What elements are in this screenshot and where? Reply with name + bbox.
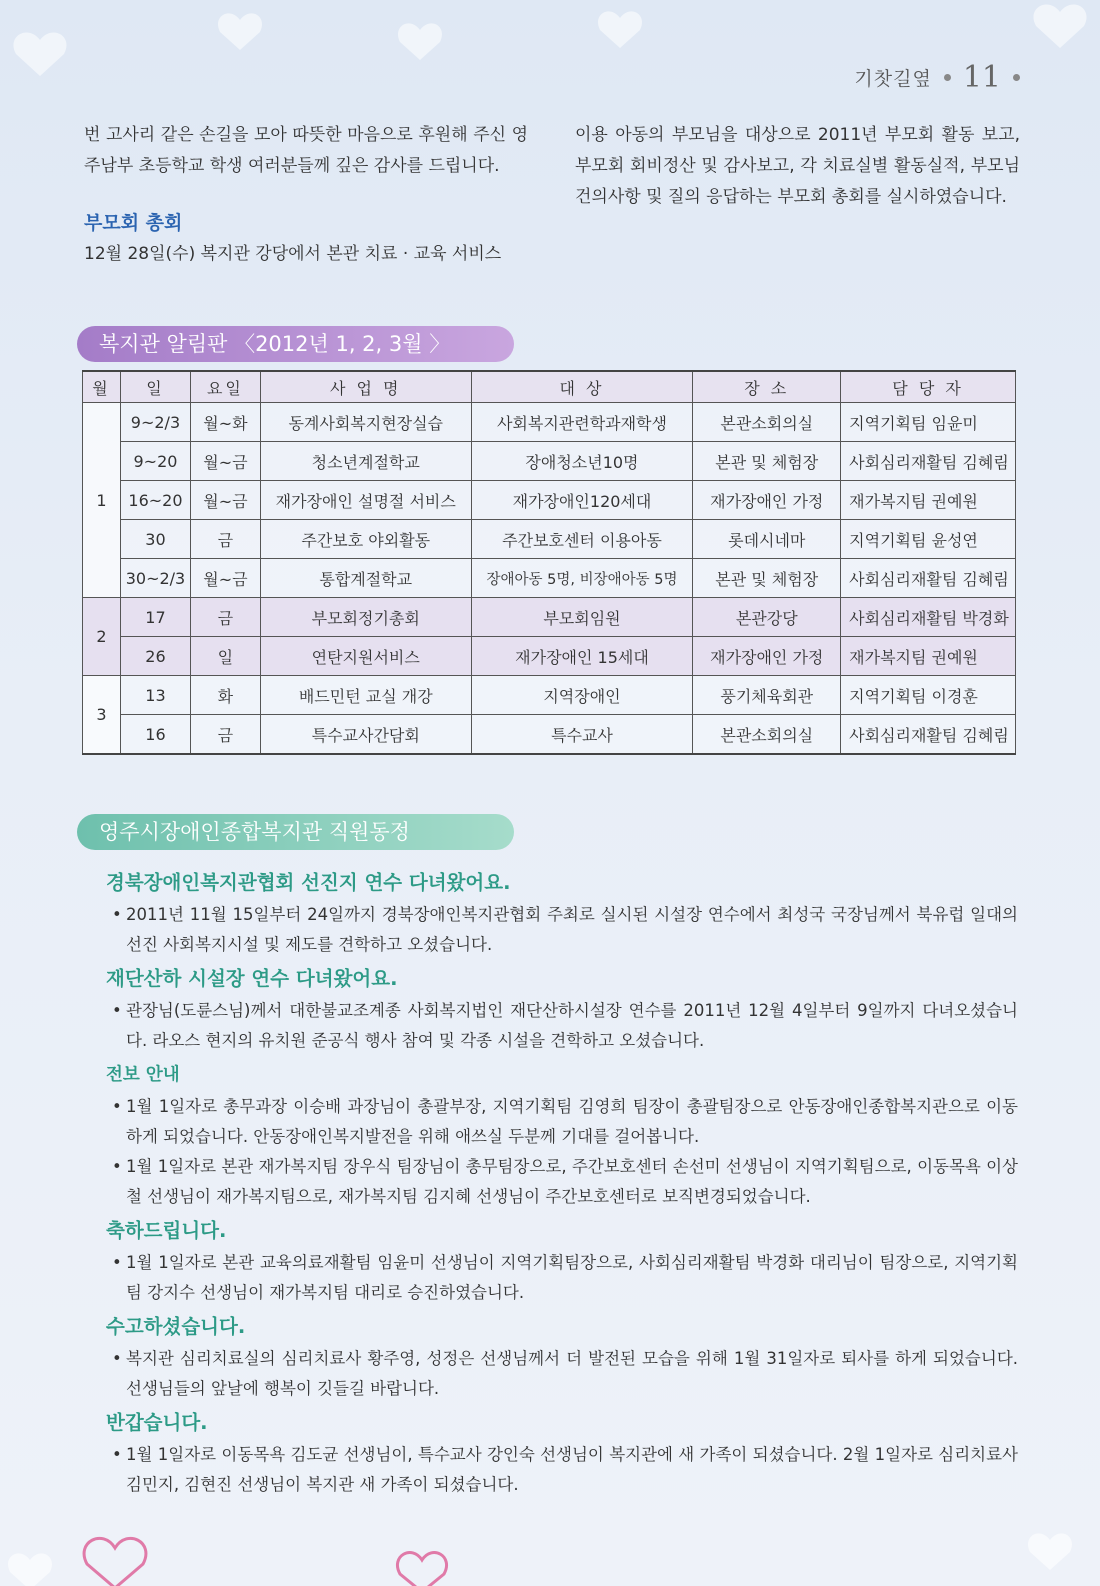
parent-meeting-heading: 부모회 총회 [84, 212, 183, 234]
news-item: • 1월 1일자로 본관 재가복지팀 장우식 팀장님이 총무팀장으로, 주간보호센터 손선미 선생님이 지역기획팀으로, 이동목욕 이상철 선생님이 재가복지팀으로, 재가복지팀 김지혜 선생님이 주간보호센터로 보직변경되었습니다. [106, 1152, 1018, 1212]
target-cell: 사회복지관련학과재학생 [471, 403, 693, 442]
table-header-row [83, 371, 1016, 403]
program-cell: 주간보호 야외활동 [260, 520, 471, 559]
column-header: 장 소 [693, 371, 841, 403]
parent-meeting-paragraph: 12월 28일(수) 복지관 강당에서 본관 치료 · 교육 서비스 [84, 244, 502, 264]
news-item: • 복지관 심리치료실의 심리치료사 황주영, 성정은 선생님께서 더 발전된 모습을 위해 1월 31일자로 퇴사를 하게 되었습니다. 선생님들의 앞날에 행복이 깃들길 바랍니다. [106, 1344, 1018, 1404]
news-heading: 전보 안내 [106, 1065, 180, 1085]
schedule-body [83, 403, 1016, 755]
table-row [83, 481, 1016, 520]
schedule-table [82, 370, 1016, 755]
bullet-dot-icon [944, 74, 951, 81]
bullet-dot-icon [1013, 74, 1020, 81]
day-cell: 26 [120, 637, 190, 676]
day-cell: 30 [120, 520, 190, 559]
month-cell: 1 [83, 403, 121, 598]
notice-board-title: 복지관 알림판 〈2012년 1, 2, 3월 〉 [77, 326, 514, 362]
news-heading: 경북장애인복지관협회 선진지 연수 다녀왔어요. [106, 871, 511, 894]
news-item: • 1월 1일자로 총무과장 이승배 과장님이 총괄부장, 지역기획팀 김영희 팀장이 총괄팀장으로 안동장애인종합복지관으로 이동하게 되었습니다. 안동장애인복지발전을 위해 애쓰실 두분께 기대를 걸어봅니다. [106, 1092, 1018, 1152]
target-cell: 장애청소년10명 [471, 442, 693, 481]
heart-decoration-bottom [0, 1500, 1100, 1586]
day-cell: 17 [120, 598, 190, 637]
target-cell: 재가장애인 15세대 [471, 637, 693, 676]
staff-cell: 지역기획팀 윤성연 [841, 520, 1016, 559]
table-row [83, 676, 1016, 715]
page-number: 11 [962, 60, 1001, 95]
parent-meeting-continued: 이용 아동의 부모님을 대상으로 2011년 부모회 활동 보고, 부모회 회비정산 및 감사보고, 각 치료실별 활동실적, 부모님 건의사항 및 질의 응답하는 부모회 총회를 실시하였습니다. [575, 125, 1020, 207]
staff-news-section [106, 864, 1018, 1500]
weekday-cell: 월~금 [190, 559, 260, 598]
right-column [575, 120, 1020, 213]
column-header: 월 [83, 371, 121, 403]
location-cell: 본관 및 체험장 [693, 442, 841, 481]
intro-paragraph: 번 고사리 같은 손길을 모아 따뜻한 마음으로 후원해 주신 영주남부 초등학교 학생 여러분들께 깊은 감사를 드립니다. [84, 125, 528, 176]
day-cell: 13 [120, 676, 190, 715]
target-cell: 부모회임원 [471, 598, 693, 637]
section-title: 기찻길옆 [854, 68, 932, 90]
location-cell: 재가장애인 가정 [693, 637, 841, 676]
location-cell: 롯데시네마 [693, 520, 841, 559]
table-row [83, 403, 1016, 442]
program-cell: 재가장애인 설명절 서비스 [260, 481, 471, 520]
day-cell: 16 [120, 715, 190, 755]
weekday-cell: 금 [190, 598, 260, 637]
table-row [83, 559, 1016, 598]
staff-cell: 재가복지팀 권예원 [841, 637, 1016, 676]
target-cell: 장애아동 5명, 비장애아동 5명 [471, 559, 693, 598]
staff-cell: 지역기획팀 임윤미 [841, 403, 1016, 442]
news-item: • 1월 1일자로 이동목욕 김도균 선생님이, 특수교사 강인숙 선생님이 복지관에 새 가족이 되셨습니다. 2월 1일자로 심리치료사 김민지, 김현진 선생님이 복지관 새 가족이 되셨습니다. [106, 1440, 1018, 1500]
column-header: 일 [120, 371, 190, 403]
day-cell: 30~2/3 [120, 559, 190, 598]
weekday-cell: 금 [190, 715, 260, 755]
location-cell: 풍기체육회관 [693, 676, 841, 715]
location-cell: 본관강당 [693, 598, 841, 637]
news-heading: 수고하셨습니다. [106, 1315, 246, 1338]
staff-cell: 지역기획팀 이경훈 [841, 676, 1016, 715]
location-cell: 본관소회의실 [693, 715, 841, 755]
news-item: • 1월 1일자로 본관 교육의료재활팀 임윤미 선생님이 지역기획팀장으로, 사회심리재활팀 박경화 대리님이 팀장으로, 지역기획팀 강지수 선생님이 재가복지팀 대리로 승진하였습니다. [106, 1248, 1018, 1308]
target-cell: 지역장애인 [471, 676, 693, 715]
weekday-cell: 월~금 [190, 481, 260, 520]
weekday-cell: 월~금 [190, 442, 260, 481]
program-cell: 부모회정기총회 [260, 598, 471, 637]
page-header [854, 60, 1020, 95]
weekday-cell: 화 [190, 676, 260, 715]
program-cell: 통합계절학교 [260, 559, 471, 598]
staff-cell: 사회심리재활팀 김혜림 [841, 715, 1016, 755]
column-header: 요일 [190, 371, 260, 403]
staff-cell: 사회심리재활팀 김혜림 [841, 559, 1016, 598]
weekday-cell: 일 [190, 637, 260, 676]
target-cell: 재가장애인120세대 [471, 481, 693, 520]
news-heading: 반갑습니다. [106, 1411, 208, 1434]
location-cell: 재가장애인 가정 [693, 481, 841, 520]
table-row [83, 715, 1016, 755]
day-cell: 16~20 [120, 481, 190, 520]
location-cell: 본관소회의실 [693, 403, 841, 442]
weekday-cell: 월~화 [190, 403, 260, 442]
column-header: 사 업 명 [260, 371, 471, 403]
table-row [83, 520, 1016, 559]
program-cell: 동계사회복지현장실습 [260, 403, 471, 442]
month-cell: 2 [83, 598, 121, 676]
target-cell: 주간보호센터 이용아동 [471, 520, 693, 559]
news-item: • 2011년 11월 15일부터 24일까지 경북장애인복지관협회 주최로 실시된 시설장 연수에서 최성국 국장님께서 북유럽 일대의 선진 사회복지시설 및 제도를 견학하고 오셨습니다. [106, 900, 1018, 960]
program-cell: 연탄지원서비스 [260, 637, 471, 676]
weekday-cell: 금 [190, 520, 260, 559]
target-cell: 특수교사 [471, 715, 693, 755]
program-cell: 청소년계절학교 [260, 442, 471, 481]
program-cell: 배드민턴 교실 개강 [260, 676, 471, 715]
news-heading: 축하드립니다. [106, 1219, 227, 1242]
staff-cell: 사회심리재활팀 박경화 [841, 598, 1016, 637]
column-header: 대 상 [471, 371, 693, 403]
day-cell: 9~20 [120, 442, 190, 481]
staff-cell: 사회심리재활팀 김혜림 [841, 442, 1016, 481]
table-row [83, 442, 1016, 481]
location-cell: 본관 및 체험장 [693, 559, 841, 598]
table-row [83, 637, 1016, 676]
left-column [84, 120, 528, 270]
program-cell: 특수교사간담회 [260, 715, 471, 755]
news-item: • 관장님(도륜스님)께서 대한불교조계종 사회복지법인 재단산하시설장 연수를 2011년 12월 4일부터 9일까지 다녀오셨습니다. 라오스 현지의 유치원 준공식 행사 참여 및 각종 시설을 견학하고 오셨습니다. [106, 996, 1018, 1056]
day-cell: 9~2/3 [120, 403, 190, 442]
table-row [83, 598, 1016, 637]
month-cell: 3 [83, 676, 121, 755]
staff-cell: 재가복지팀 권예원 [841, 481, 1016, 520]
staff-news-title: 영주시장애인종합복지관 직원동정 [77, 814, 514, 850]
news-heading: 재단산하 시설장 연수 다녀왔어요. [106, 967, 398, 990]
column-header: 담 당 자 [841, 371, 1016, 403]
